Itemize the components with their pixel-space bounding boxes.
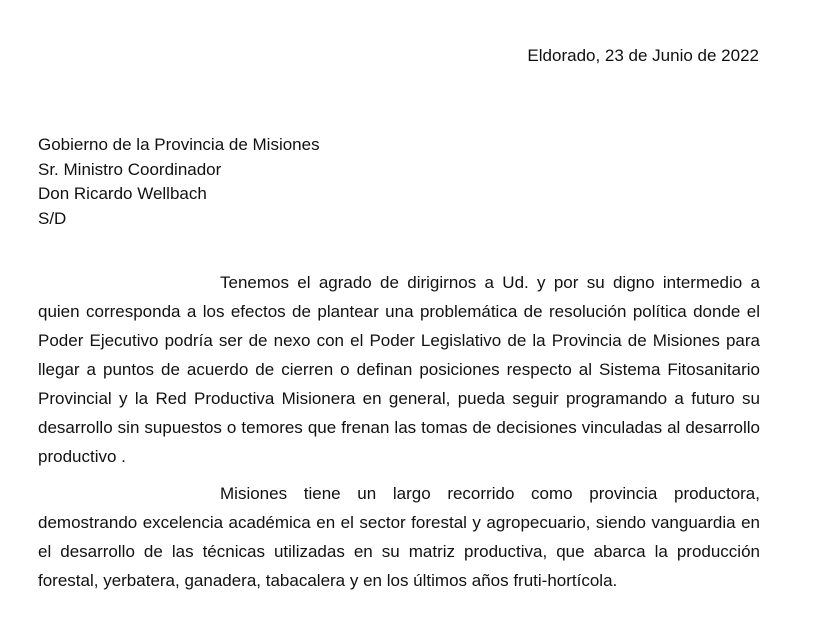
letter-date: Eldorado, 23 de Junio de 2022 [527, 46, 759, 65]
recipient-line-title: Sr. Ministro Coordinador [38, 159, 222, 179]
recipient-line-government: Gobierno de la Provincia de Misiones [38, 135, 320, 154]
paragraph-text: Tenemos el agrado de dirigirnos a Ud. y por su digno intermedio a quien corresponda a los efectos de plantear una problemática de resolución política donde el Poder Ejecutivo podría ser de nexo con el Poder Legislativo de la Provincia de Misiones para llegar a puntos de acuerdo de cierren o definan posiciones respecto al Sistema Fitosanitario Provincial y la Red Productiva Misionera en general, pueda seguir programando a futuro su desarrollo sin supuestos o temores que frenan las tomas de decisiones vinculadas al desarrollo productivo . [38, 273, 760, 466]
recipient-line-salutation: S/D [38, 208, 67, 228]
letter-paragraph-1 [38, 268, 760, 471]
recipient-line-name: Don Ricardo Wellbach [38, 184, 207, 203]
letter-paragraph-2 [38, 479, 760, 595]
paragraph-text: Misiones tiene un largo recorrido como provincia productora, demostrando excelencia académica en el sector forestal y agropecuario, siendo vanguardia en el desarrollo de las técnicas utilizadas en su matriz productiva, que abarca la producción forestal, yerbatera, ganadera, tabacalera y en los últimos años fruti-hortícola. [38, 484, 760, 590]
recipient-block [38, 133, 320, 231]
